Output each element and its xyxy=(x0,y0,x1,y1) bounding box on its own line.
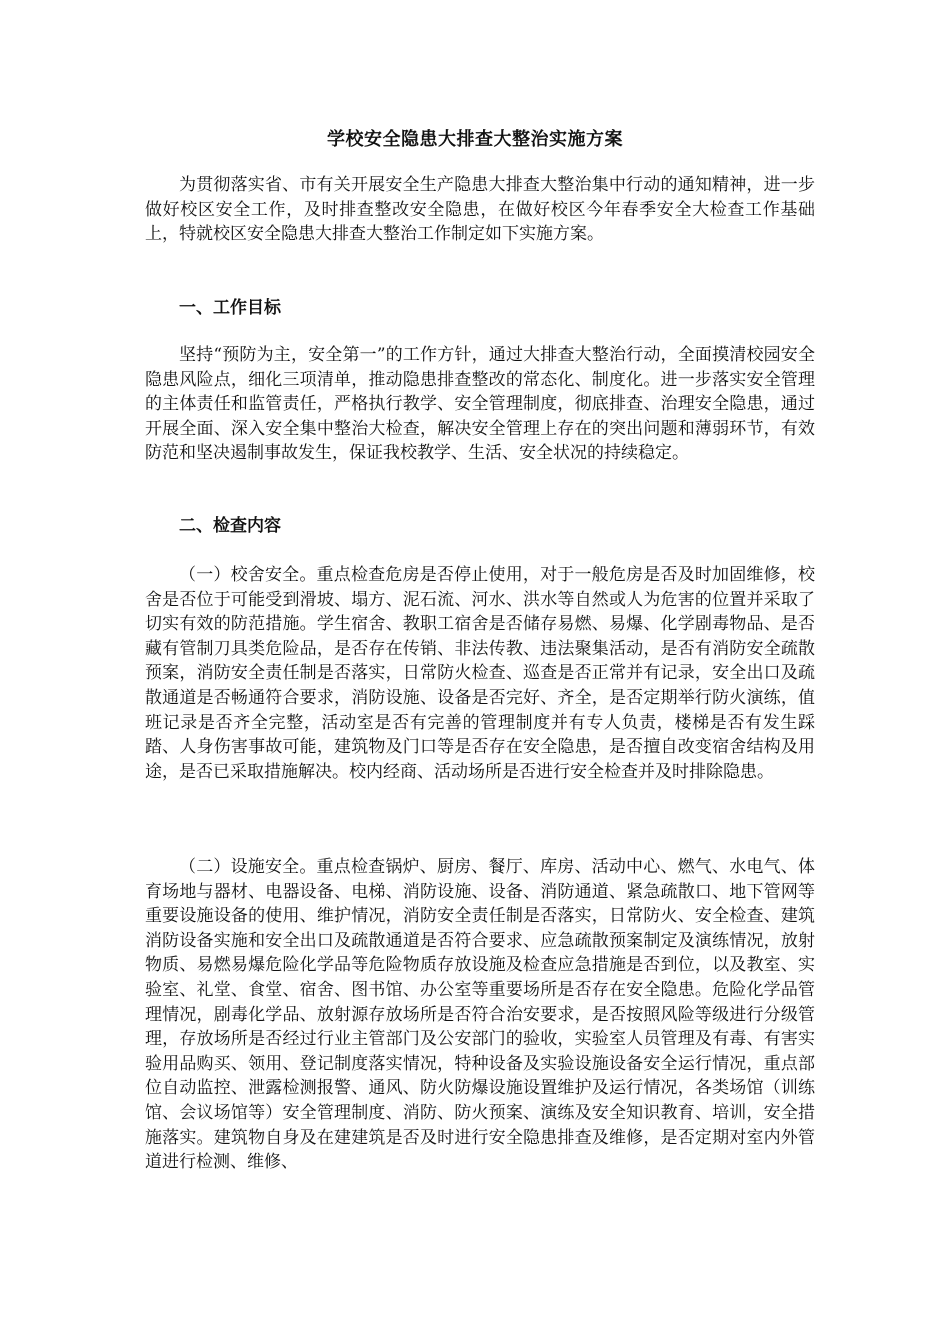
section-heading-inspection: 二、检查内容 xyxy=(179,516,281,536)
goals-paragraph: 坚持“预防为主，安全第一”的工作方针，通过大排查大整治行动，全面摸清校园安全隐患风险点，细化三项清单，推动隐患排查整改的常态化、制度化。进一步落实安全管理的主体责任和监管责任，严格执行教学、安全管理制度，彻底排查、治理安全隐患，通过开展全面、深入安全集中整治大检查，解决安全管理上存在的突出问题和薄弱环节，有效防范和坚决遏制事故发生，保证我校教学、生活、安全状况的持续稳定。 xyxy=(145,345,815,464)
document-title: 学校安全隐患大排查大整治实施方案 xyxy=(327,129,623,150)
inspection-item-facility-safety: （二）设施安全。重点检查锅炉、厨房、餐厅、库房、活动中心、燃气、水电气、体育场地与器材、电器设备、电梯、消防设施、设备、消防通道、紧急疏散口、地下管网等重要设施设备的使用、维护情况，消防安全责任制是否落实，日常防火、安全检查、建筑消防设备实施和安全出口及疏散通道是否符合要求、应急疏散预案制定及演练情况，放射物质、易燃易爆危险化学品等危险物质存放设施及检查应急措施是否到位，以及教室、实验室、礼堂、食堂、宿舍、图书馆、办公室等重要场所是否存在安全隐患。危险化学品管理情况，剧毒化学品、放射源存放场所是否符合治安要求，是否按照风险等级进行分级管理，存放场所是否经过行业主管部门及公安部门的验收，实验室人员管理及有毒、有害实验用品购买、领用、登记制度落实情况，特种设备及实验设施设备安全运行情况，重点部位自动监控、泄露检测报警、通风、防火防爆设施设置维护及运行情况，各类场馆（训练馆、会议场馆等）安全管理制度、消防、防火预案、演练及安全知识教育、培训，安全措施落实。建筑物自身及在建建筑是否及时进行安全隐患排查及维修，是否定期对室内外管道进行检测、维修、 xyxy=(145,857,815,1173)
intro-paragraph: 为贯彻落实省、市有关开展安全生产隐患大排查大整治集中行动的通知精神，进一步做好校区安全工作，及时排查整改安全隐患，在做好校区今年春季安全大检查工作基础上，特就校区安全隐患大排查大整治工作制定如下实施方案。 xyxy=(145,175,815,245)
inspection-item-building-safety: （一）校舍安全。重点检查危房是否停止使用，对于一般危房是否及时加固维修，校舍是否位于可能受到滑坡、塌方、泥石流、河水、洪水等自然或人为危害的位置并采取了切实有效的防范措施。学生宿舍、教职工宿舍是否储存易燃、易爆、化学剧毒物品、是否藏有管制刀具类危险品，是否存在传销、非法传教、违法聚集活动，是否有消防安全疏散预案，消防安全责任制是否落实，日常防火检查、巡查是否正常并有记录，安全出口及疏散通道是否畅通符合要求，消防设施、设备是否完好、齐全，是否定期举行防火演练，值班记录是否齐全完整，活动室是否有完善的管理制度并有专人负责，楼梯是否有发生踩踏、人身伤害事故可能，建筑物及门口等是否存在安全隐患，是否擅自改变宿舍结构及用途，是否已采取措施解决。校内经商、活动场所是否进行安全检查并及时排除隐患。 xyxy=(145,565,815,782)
section-heading-goals: 一、工作目标 xyxy=(179,298,281,318)
